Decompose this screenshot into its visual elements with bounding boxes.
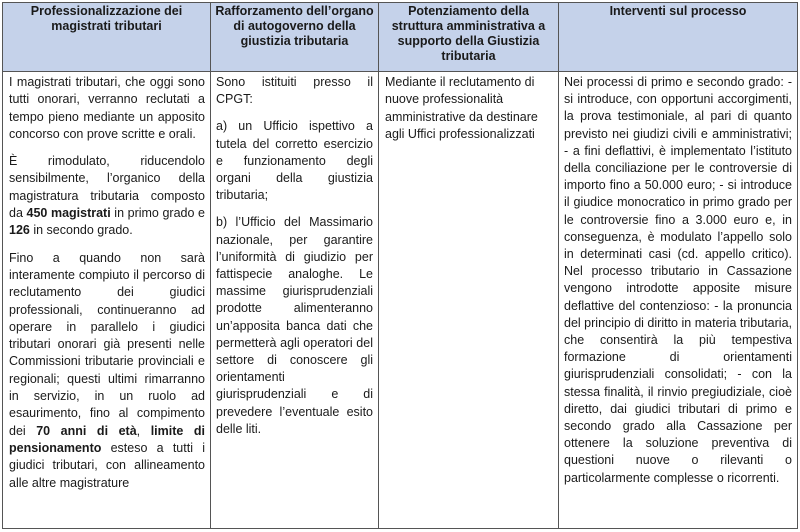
bold-text: 70 anni di età bbox=[36, 423, 137, 438]
text-span: in secondo grado. bbox=[29, 223, 133, 238]
text-span: Fino a quando non sarà interamente compiuto il percorso di reclutamento dei giudici professionali, continueranno ad operare in parallelo i giudici tributari onorari già presenti nelle Commissioni tributarie provinciali e regionali; questi ultimi rimarranno in servizio, in un ruolo ad esaurimento, fino al compimento dei bbox=[9, 250, 205, 438]
content-row bbox=[3, 72, 798, 529]
cell-professionalizzazione bbox=[3, 72, 211, 529]
paragraph-massimario: b) l’Ufficio del Massimario nazionale, per garantire l’uniformità di giudizio per fattispecie analoghe. Le massime giurisprudenziali prodotte alimenteranno un’apposita banca dati che permetterà agli operatori del settore di conoscere gli orientamenti giurisprudenziali e di prevedere l’eventuale esito delle liti. bbox=[216, 215, 373, 436]
paragraph-processo: Nei processi di primo e secondo grado: - si introduce, con opportuni accorgimenti, la prova testimoniale, al pari di quanto previsto nei giudizi civili e amministrativi; - a fini deflattivi, è implementato l’istituto della conciliazione per le controversie di importo fino a 50.000 euro; - si introduce il giudice monocratico in primo grado per le controversie fino a 3.000 euro e, in conseguenza, è modulato l’appello solo in determinati casi (cd. appello critico). Nel processo tributario in Cassazione vengono introdotte apposite misure deflattive del contenzioso: - la pronuncia del principio di diritto in materia tributaria, che consentirà la più tempestiva formazione di orientamenti giurisprudenziali consolidati; - con la stessa finalità, il rinvio pregiudiziale, cioè diretto, dai giudici tributari di primo e secondo grado alla Cassazione per ottenere la soluzione preventiva di questioni nuove o rilevanti o particolarmente complesse o ricorrenti. bbox=[564, 75, 792, 485]
paragraph-reclutamento: I magistrati tributari, che oggi sono tutti onorari, verranno reclutati a tempo pieno mediante un apposito concorso con prove scritte e orali. bbox=[9, 75, 205, 141]
header-potenziamento: Potenziamento della struttura amministrativa a supporto della Giustizia tributaria bbox=[379, 3, 559, 72]
paragraph-personale: Mediante il reclutamento di nuove professionalità amministrative da destinare agli Uffici professionalizzati bbox=[385, 75, 538, 141]
paragraph-transizione bbox=[9, 250, 205, 492]
paragraph-organico bbox=[9, 153, 205, 239]
text-span: È rimodulato, riducendolo sensibilmente, l’organico della magistratura tributaria composto da bbox=[9, 154, 205, 221]
text-span: esteso a tutti i giudici tributari, con allineamento alle altre magistrature bbox=[9, 440, 205, 490]
paragraph-ufficio-ispettivo: a) un Ufficio ispettivo a tutela del corretto esercizio e funzionamento degli organi della giustizia tributaria; bbox=[216, 119, 373, 203]
header-rafforzamento: Rafforzamento dell’organo di autogoverno della giustizia tributaria bbox=[211, 3, 379, 72]
cell-rafforzamento bbox=[211, 72, 379, 529]
cell-potenziamento bbox=[379, 72, 559, 529]
text-span: , bbox=[136, 423, 151, 438]
header-interventi: Interventi sul processo bbox=[559, 3, 798, 72]
bold-text: 450 magistrati bbox=[26, 206, 111, 221]
cell-interventi bbox=[559, 72, 798, 529]
header-row bbox=[3, 3, 798, 72]
reform-table bbox=[2, 2, 798, 529]
paragraph-cpgt: Sono istituiti presso il CPGT: bbox=[216, 75, 373, 107]
bold-text: 126 bbox=[9, 223, 30, 238]
bold-text: limite di pensionamento bbox=[9, 423, 205, 455]
text-span: in primo grado e bbox=[110, 206, 205, 221]
header-professionalizzazione: Professionalizzazione dei magistrati tributari bbox=[3, 3, 211, 72]
